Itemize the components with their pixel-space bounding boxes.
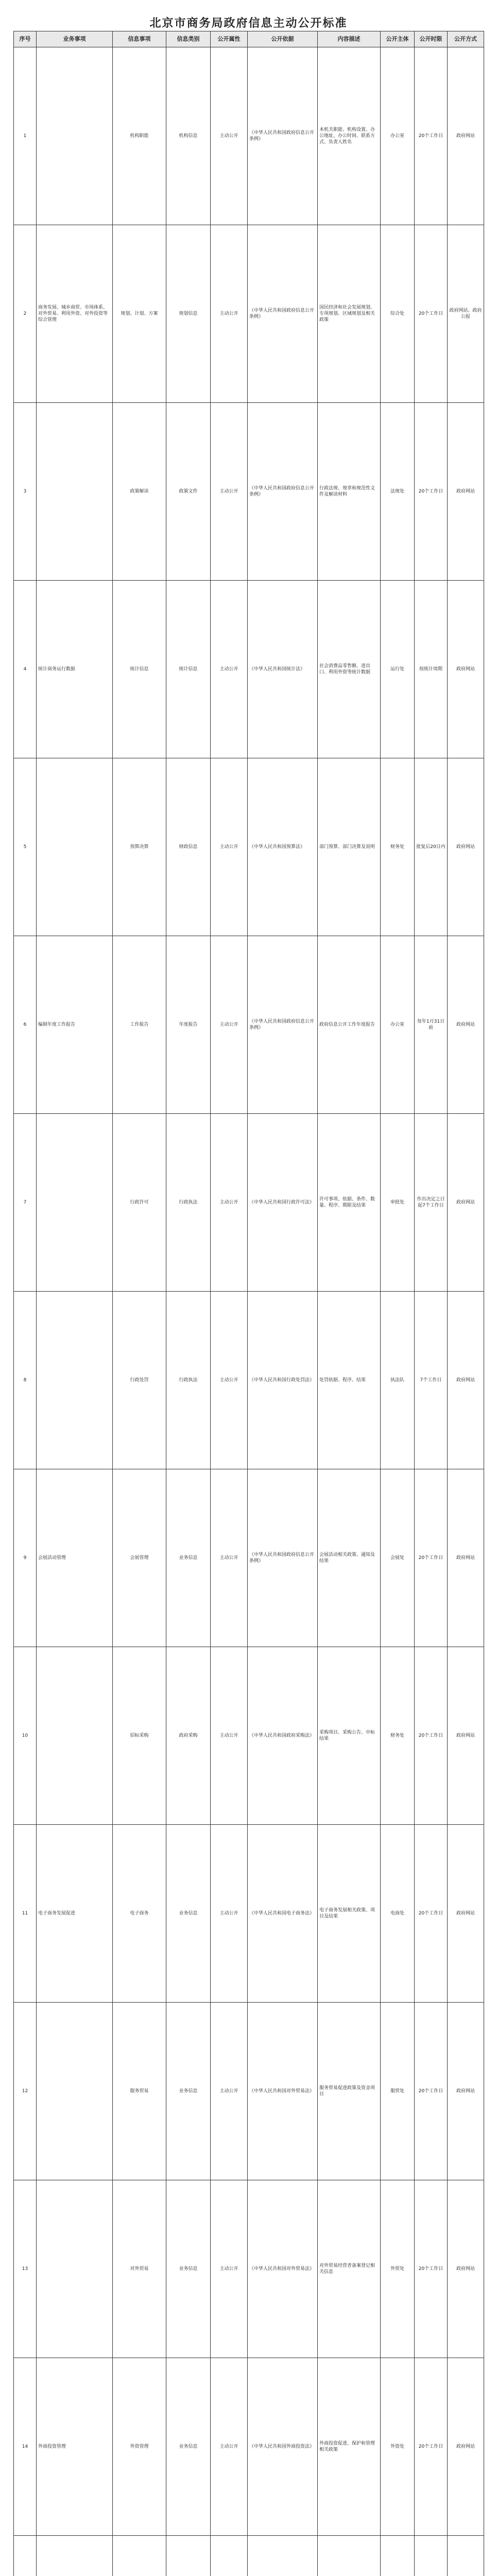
content-description: 本机关职能、机构设置、办公地址、办公时间、联系方式、负责人姓名 bbox=[318, 47, 381, 225]
business-item: 编制年度工作报告 bbox=[37, 936, 113, 1114]
disclosure-basis: 《中华人民共和国外商投资法》 bbox=[248, 2358, 318, 2536]
business-item: 商务发展、城乡商贸、市场体系、对外贸易、利用外资、对外投资等综合管理 bbox=[37, 225, 113, 403]
disclosure-time-limit: 20个工作日 bbox=[415, 1469, 448, 1647]
header-cell: 信息事项 bbox=[113, 31, 166, 47]
row-number: 5 bbox=[14, 758, 37, 936]
header-cell: 业务事项 bbox=[37, 31, 113, 47]
disclosure-subject: 法规处 bbox=[381, 403, 415, 581]
disclosure-time-limit: 作出决定之日起7个工作日 bbox=[415, 1114, 448, 1292]
row-number: 10 bbox=[14, 1647, 37, 1825]
disclosure-time-limit: 20个工作日 bbox=[415, 1647, 448, 1825]
disclosure-method: 政府网站 bbox=[448, 2003, 484, 2180]
row-number: 12 bbox=[14, 2003, 37, 2180]
disclosure-subject: 电商处 bbox=[381, 1825, 415, 2003]
disclosure-method: 政府网站 bbox=[448, 1469, 484, 1647]
disclosure-subject: 服贸处 bbox=[381, 2003, 415, 2180]
disclosure-method: 政府网站、政府公报 bbox=[448, 225, 484, 403]
disclosure-basis: 《中华人民共和国政府采购法》 bbox=[248, 1647, 318, 1825]
info-category: 业务信息 bbox=[166, 1469, 211, 1647]
disclosure-table bbox=[13, 31, 484, 2576]
page-title: 北京市商务局政府信息主动公开标准 bbox=[149, 17, 348, 30]
disclosure-time-limit: 7个工作日 bbox=[415, 1292, 448, 1469]
disclosure-subject: 办公室 bbox=[381, 47, 415, 225]
disclosure-method: 政府网站 bbox=[448, 1292, 484, 1469]
disclosure-time-limit: 20个工作日 bbox=[415, 403, 448, 581]
header-cell: 公开方式 bbox=[448, 31, 484, 47]
info-category: 业务信息 bbox=[166, 2003, 211, 2180]
info-item: 预算决算 bbox=[113, 758, 166, 936]
info-item bbox=[113, 2536, 166, 2576]
disclosure-time-limit bbox=[415, 2536, 448, 2576]
row-number: 1 bbox=[14, 47, 37, 225]
disclosure-attribute: 主动公开 bbox=[211, 1114, 248, 1292]
disclosure-method: 政府网站 bbox=[448, 581, 484, 758]
disclosure-subject: 会展处 bbox=[381, 1469, 415, 1647]
disclosure-attribute bbox=[211, 2536, 248, 2576]
disclosure-basis: 《中华人民共和国预算法》 bbox=[248, 758, 318, 936]
table-body bbox=[14, 47, 484, 2576]
business-item bbox=[37, 1647, 113, 1825]
info-item: 行政处罚 bbox=[113, 1292, 166, 1469]
disclosure-basis: 《中华人民共和国政府信息公开条例》 bbox=[248, 936, 318, 1114]
table-row bbox=[14, 936, 484, 1114]
business-item bbox=[37, 47, 113, 225]
header-cell: 公开属性 bbox=[211, 31, 248, 47]
info-item: 服务贸易 bbox=[113, 2003, 166, 2180]
content-description: 采购项目、采购公告、中标结果 bbox=[318, 1647, 381, 1825]
table-row bbox=[14, 2358, 484, 2536]
disclosure-subject: 财务处 bbox=[381, 1647, 415, 1825]
disclosure-basis bbox=[248, 2536, 318, 2576]
disclosure-method: 政府网站 bbox=[448, 936, 484, 1114]
info-category bbox=[166, 2536, 211, 2576]
info-category: 业务信息 bbox=[166, 2358, 211, 2536]
table-row bbox=[14, 2536, 484, 2576]
table-row bbox=[14, 1825, 484, 2003]
disclosure-attribute: 主动公开 bbox=[211, 1825, 248, 2003]
business-item: 外商投资管理 bbox=[37, 2358, 113, 2536]
info-item: 统计信息 bbox=[113, 581, 166, 758]
content-description: 政府信息公开工作年度报告 bbox=[318, 936, 381, 1114]
info-item: 工作报告 bbox=[113, 936, 166, 1114]
disclosure-attribute: 主动公开 bbox=[211, 2003, 248, 2180]
table-row bbox=[14, 1114, 484, 1292]
content-description: 许可事项、依据、条件、数量、程序、期限及结果 bbox=[318, 1114, 381, 1292]
table-row bbox=[14, 225, 484, 403]
content-description: 服务贸易促进政策及资金项目 bbox=[318, 2003, 381, 2180]
disclosure-subject: 外资处 bbox=[381, 2358, 415, 2536]
header-cell: 公开时限 bbox=[415, 31, 448, 47]
row-number: 8 bbox=[14, 1292, 37, 1469]
row-number bbox=[14, 2536, 37, 2576]
header-cell: 信息类别 bbox=[166, 31, 211, 47]
info-item: 招标采购 bbox=[113, 1647, 166, 1825]
disclosure-attribute: 主动公开 bbox=[211, 2180, 248, 2358]
disclosure-basis: 《中华人民共和国对外贸易法》 bbox=[248, 2003, 318, 2180]
disclosure-time-limit: 20个工作日 bbox=[415, 225, 448, 403]
table-row bbox=[14, 2003, 484, 2180]
disclosure-method: 政府网站 bbox=[448, 47, 484, 225]
disclosure-subject: 执法队 bbox=[381, 1292, 415, 1469]
disclosure-basis: 《中华人民共和国对外贸易法》 bbox=[248, 2180, 318, 2358]
business-item: 统计商务运行数据 bbox=[37, 581, 113, 758]
info-category: 统计信息 bbox=[166, 581, 211, 758]
info-item: 电子商务 bbox=[113, 1825, 166, 2003]
table-row bbox=[14, 1647, 484, 1825]
row-number: 4 bbox=[14, 581, 37, 758]
disclosure-method: 政府网站 bbox=[448, 1825, 484, 2003]
header-cell: 序号 bbox=[14, 31, 37, 47]
business-item bbox=[37, 1292, 113, 1469]
disclosure-attribute: 主动公开 bbox=[211, 1469, 248, 1647]
disclosure-method bbox=[448, 2536, 484, 2576]
info-item: 机构职能 bbox=[113, 47, 166, 225]
info-item: 政策解读 bbox=[113, 403, 166, 581]
business-item: 电子商务发展促进 bbox=[37, 1825, 113, 2003]
row-number: 3 bbox=[14, 403, 37, 581]
business-item bbox=[37, 2536, 113, 2576]
info-category: 年度报告 bbox=[166, 936, 211, 1114]
row-number: 7 bbox=[14, 1114, 37, 1292]
disclosure-basis: 《中华人民共和国政府信息公开条例》 bbox=[248, 47, 318, 225]
disclosure-attribute: 主动公开 bbox=[211, 1292, 248, 1469]
header-cell: 内容描述 bbox=[318, 31, 381, 47]
disclosure-attribute: 主动公开 bbox=[211, 1647, 248, 1825]
disclosure-attribute: 主动公开 bbox=[211, 581, 248, 758]
disclosure-subject: 外贸处 bbox=[381, 2180, 415, 2358]
info-category: 行政执法 bbox=[166, 1292, 211, 1469]
disclosure-subject bbox=[381, 2536, 415, 2576]
row-number: 13 bbox=[14, 2180, 37, 2358]
content-description: 会展活动相关政策、通知及结果 bbox=[318, 1469, 381, 1647]
disclosure-attribute: 主动公开 bbox=[211, 47, 248, 225]
content-description: 外商投资促进、保护和管理相关政策 bbox=[318, 2358, 381, 2536]
disclosure-basis: 《中华人民共和国政府信息公开条例》 bbox=[248, 403, 318, 581]
business-item bbox=[37, 2180, 113, 2358]
info-item: 对外贸易 bbox=[113, 2180, 166, 2358]
disclosure-time-limit: 批复后20日内 bbox=[415, 758, 448, 936]
table-row bbox=[14, 1469, 484, 1647]
row-number: 14 bbox=[14, 2358, 37, 2536]
table-row bbox=[14, 581, 484, 758]
disclosure-method: 政府网站 bbox=[448, 403, 484, 581]
disclosure-basis: 《中华人民共和国政府信息公开条例》 bbox=[248, 1469, 318, 1647]
disclosure-time-limit: 20个工作日 bbox=[415, 2003, 448, 2180]
disclosure-time-limit: 20个工作日 bbox=[415, 2180, 448, 2358]
disclosure-attribute: 主动公开 bbox=[211, 2358, 248, 2536]
row-number: 11 bbox=[14, 1825, 37, 2003]
disclosure-basis: 《中华人民共和国电子商务法》 bbox=[248, 1825, 318, 2003]
row-number: 9 bbox=[14, 1469, 37, 1647]
info-category: 行政执法 bbox=[166, 1114, 211, 1292]
header-cell: 公开依据 bbox=[248, 31, 318, 47]
info-category: 规划信息 bbox=[166, 225, 211, 403]
disclosure-subject: 综合处 bbox=[381, 225, 415, 403]
disclosure-method: 政府网站 bbox=[448, 1114, 484, 1292]
content-description bbox=[318, 2536, 381, 2576]
content-description: 对外贸易经营者备案登记相关信息 bbox=[318, 2180, 381, 2358]
info-category: 业务信息 bbox=[166, 1825, 211, 2003]
info-category: 政策文件 bbox=[166, 403, 211, 581]
row-number: 6 bbox=[14, 936, 37, 1114]
disclosure-method: 政府网站 bbox=[448, 2358, 484, 2536]
table-row bbox=[14, 403, 484, 581]
disclosure-attribute: 主动公开 bbox=[211, 225, 248, 403]
info-item: 会展管理 bbox=[113, 1469, 166, 1647]
info-category: 财政信息 bbox=[166, 758, 211, 936]
table-header-row bbox=[14, 31, 484, 47]
table-row bbox=[14, 758, 484, 936]
disclosure-attribute: 主动公开 bbox=[211, 403, 248, 581]
disclosure-basis: 《中华人民共和国行政许可法》 bbox=[248, 1114, 318, 1292]
disclosure-time-limit: 20个工作日 bbox=[415, 2358, 448, 2536]
disclosure-basis: 《中华人民共和国政府信息公开条例》 bbox=[248, 225, 318, 403]
disclosure-basis: 《中华人民共和国行政处罚法》 bbox=[248, 1292, 318, 1469]
disclosure-basis: 《中华人民共和国统计法》 bbox=[248, 581, 318, 758]
table-row bbox=[14, 2180, 484, 2358]
disclosure-subject: 办公室 bbox=[381, 936, 415, 1114]
disclosure-attribute: 主动公开 bbox=[211, 758, 248, 936]
disclosure-attribute: 主动公开 bbox=[211, 936, 248, 1114]
disclosure-time-limit: 20个工作日 bbox=[415, 1825, 448, 2003]
business-item bbox=[37, 2003, 113, 2180]
info-item: 行政许可 bbox=[113, 1114, 166, 1292]
table-row bbox=[14, 47, 484, 225]
disclosure-time-limit: 每年1月31日前 bbox=[415, 936, 448, 1114]
header-cell: 公开主体 bbox=[381, 31, 415, 47]
info-category: 政府采购 bbox=[166, 1647, 211, 1825]
row-number: 2 bbox=[14, 225, 37, 403]
info-category: 机构信息 bbox=[166, 47, 211, 225]
disclosure-method: 政府网站 bbox=[448, 1647, 484, 1825]
content-description: 电子商务发展相关政策、项目及结果 bbox=[318, 1825, 381, 2003]
disclosure-time-limit: 按统计周期 bbox=[415, 581, 448, 758]
disclosure-time-limit: 20个工作日 bbox=[415, 47, 448, 225]
business-item: 会展活动管理 bbox=[37, 1469, 113, 1647]
content-description: 行政法规、规章和规范性文件及解读材料 bbox=[318, 403, 381, 581]
content-description: 部门预算、部门决算及说明 bbox=[318, 758, 381, 936]
business-item bbox=[37, 1114, 113, 1292]
info-item: 外资管理 bbox=[113, 2358, 166, 2536]
disclosure-method: 政府网站 bbox=[448, 2180, 484, 2358]
content-description: 处罚依据、程序、结果 bbox=[318, 1292, 381, 1469]
disclosure-subject: 财务处 bbox=[381, 758, 415, 936]
disclosure-subject: 审批处 bbox=[381, 1114, 415, 1292]
business-item bbox=[37, 403, 113, 581]
disclosure-subject: 运行处 bbox=[381, 581, 415, 758]
disclosure-method: 政府网站 bbox=[448, 758, 484, 936]
business-item bbox=[37, 758, 113, 936]
content-description: 社会消费品零售额、进出口、利用外资等统计数据 bbox=[318, 581, 381, 758]
info-item: 规划、计划、方案 bbox=[113, 225, 166, 403]
info-category: 业务信息 bbox=[166, 2180, 211, 2358]
table-row bbox=[14, 1292, 484, 1469]
content-description: 国民经济和社会发展规划、专项规划、区域规划及相关政策 bbox=[318, 225, 381, 403]
